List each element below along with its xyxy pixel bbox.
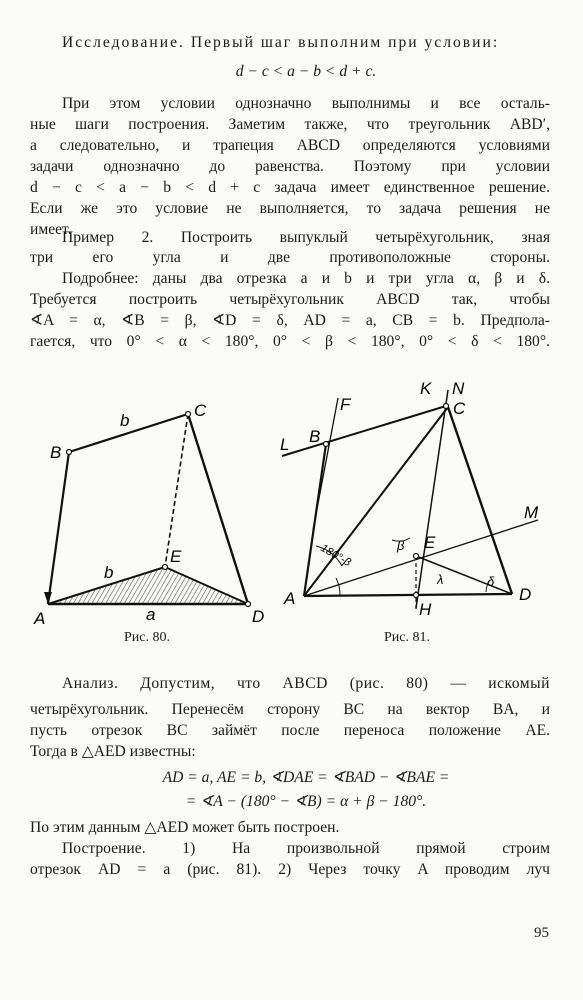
side-cd: [448, 407, 512, 594]
line-bf: [313, 398, 338, 530]
line-ad: [304, 594, 512, 596]
segment-ed: [416, 556, 512, 594]
text-line-13: Требуется построить четырёхугольник ABCD так, чтобы: [30, 291, 550, 308]
formula-line-3: = ∢A − (180° − ∢B) = α + β − 180°.: [185, 793, 427, 810]
text-line-6: задачи однозначно до равенства. Поэтому при условии: [30, 158, 550, 175]
page-number: 95: [534, 925, 549, 941]
text-line-11: три его угла и две противоположные стороны.: [30, 249, 550, 266]
text-line-4: ные шаги построения. Заметим также, что треугольник ABD′,: [30, 116, 550, 133]
formula-line: d − c < a − b < d + c.: [235, 63, 377, 80]
label-M: M: [524, 503, 539, 522]
label-K: K: [420, 379, 432, 398]
label-L: L: [280, 435, 290, 454]
label-a: a: [146, 605, 156, 624]
label-E: E: [170, 547, 182, 566]
label-N: N: [452, 379, 465, 398]
text-line-15: гается, что 0° < α < 180°, 0° < β < 180°, 0° < δ < 180°.: [30, 333, 550, 350]
figure-81: [280, 379, 539, 619]
analysis-line-3: пусть отрезок BC займёт после переноса положение AE.: [30, 722, 550, 739]
caption-fig80: Рис. 80.: [124, 630, 170, 645]
construction-line-1: Построение. 1) На произвольной прямой строим: [62, 840, 550, 857]
text-line-14: ∢A = α, ∢B = β, ∢D = δ, AD = a, CB = b. Предпола-: [30, 312, 550, 329]
label-D: D: [519, 585, 532, 604]
text-line-12: Подробнее: даны два отрезка a и b и три угла α, β и δ.: [62, 270, 550, 287]
analysis-line-4: Тогда в △AED известны:: [30, 743, 196, 760]
label-H: H: [419, 600, 432, 619]
label-C: C: [453, 399, 466, 418]
construction-line-2: отрезок AD = a (рис. 81). 2) Через точку A проводим луч: [30, 861, 550, 878]
text-line-8: Если же это условие не выполняется, то задача решения не: [30, 200, 550, 217]
figure-80: [33, 401, 264, 628]
label-delta: δ: [487, 574, 495, 589]
label-E: E: [424, 533, 436, 552]
side-cd: [188, 414, 248, 604]
text-line-1: Исследование. Первый шаг выполним при условии:: [62, 34, 500, 51]
label-D: D: [252, 607, 265, 626]
side-ab: [48, 452, 69, 604]
line-lc: [282, 406, 446, 456]
text-line-9: имеет.: [30, 221, 72, 238]
label-angle-180-beta: 180°-β: [318, 542, 353, 569]
label-b-top: b: [120, 411, 130, 430]
text-line-7: d − c < a − b < d + c задача имеет единственное решение.: [30, 179, 550, 196]
label-F: F: [340, 395, 351, 414]
caption-fig81: Рис. 81.: [384, 630, 430, 645]
text-line-3: При этом условии однозначно выполнимы и все осталь-: [62, 95, 550, 112]
text-line-5: а следовательно, и трапеция ABCD определяются условиями: [30, 137, 550, 154]
dashed-ce: [165, 414, 188, 567]
analysis-line-1: Анализ. Допустим, что ABCD (рис. 80) — искомый: [62, 675, 550, 692]
label-C: C: [194, 401, 207, 420]
analysis-line-7: По этим данным △AED может быть построен.: [30, 819, 340, 836]
analysis-line-2: четырёхугольник. Перенесём сторону BC на вектор BA, и: [30, 701, 550, 718]
ray-ac: [304, 407, 448, 596]
label-lambda: λ: [437, 572, 444, 587]
label-B: B: [309, 427, 321, 446]
label-b-low: b: [104, 563, 114, 582]
formula-line-2: AD = a, AE = b, ∢DAE = ∢BAD − ∢BAE =: [162, 769, 450, 786]
label-A: A: [34, 609, 46, 628]
figures: [0, 370, 583, 670]
label-B: B: [50, 443, 62, 462]
label-beta: β: [397, 538, 405, 553]
example-heading: Пример 2. Построить выпуклый четырёхугольник, зная: [62, 229, 550, 246]
label-A: A: [284, 589, 296, 608]
